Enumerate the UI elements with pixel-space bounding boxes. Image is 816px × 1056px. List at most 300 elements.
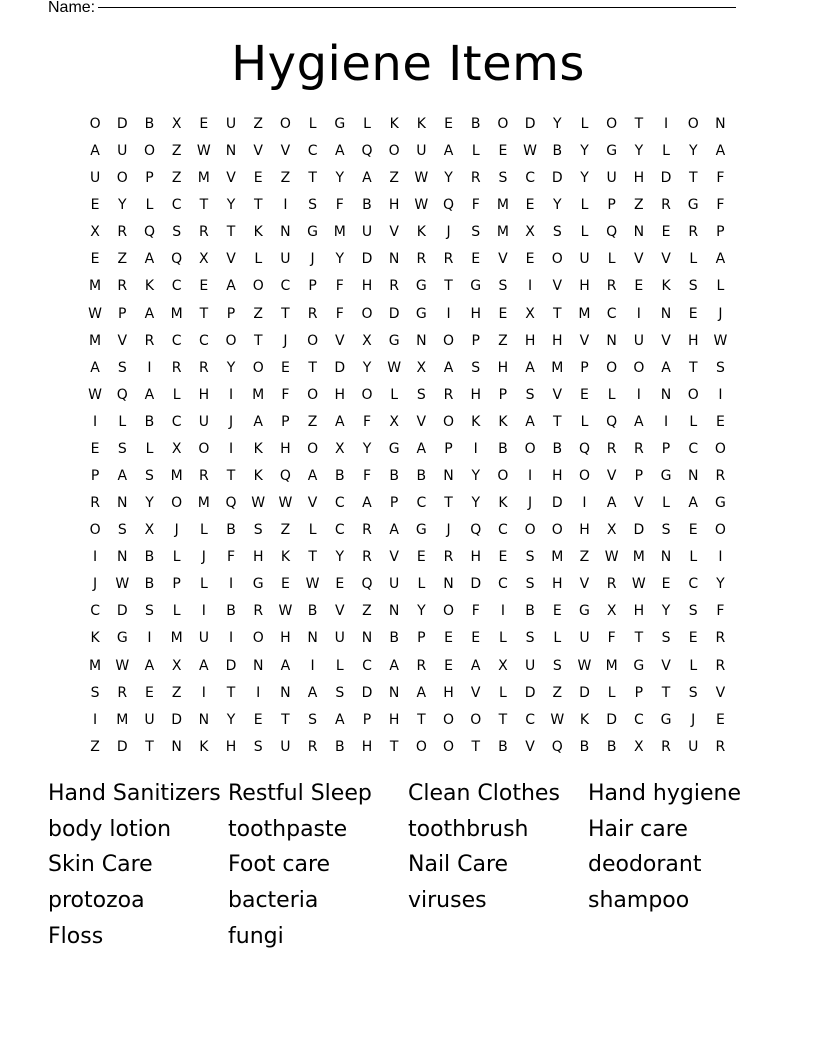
grid-letter: K <box>498 495 509 512</box>
grid-letter: A <box>226 278 237 295</box>
grid-letter: S <box>90 684 101 701</box>
word-list-item: viruses <box>408 888 487 914</box>
grid-letter: E <box>715 413 726 430</box>
grid-letter: J <box>93 576 99 593</box>
grid-letter: V <box>389 549 400 566</box>
grid-letter: O <box>714 440 727 457</box>
grid-letter: P <box>362 711 373 728</box>
grid-letter: R <box>416 251 428 268</box>
grid-letter: S <box>525 630 536 647</box>
grid-letter: O <box>497 116 510 132</box>
grid-letter: B <box>416 468 428 485</box>
grid-letter: L <box>662 143 671 160</box>
grid-letter: C <box>688 440 700 457</box>
grid-letter: M <box>89 332 103 349</box>
grid-letter: H <box>579 278 591 295</box>
grid-letter: V <box>661 251 672 268</box>
grid-letter: J <box>201 549 207 566</box>
grid-letter: L <box>308 116 318 132</box>
grid-letter: I <box>228 630 235 647</box>
grid-letter: F <box>335 197 345 214</box>
grid-letter: D <box>388 305 401 322</box>
grid-letter: T <box>226 684 237 701</box>
grid-letter: B <box>334 738 346 755</box>
grid-letter: D <box>524 684 537 701</box>
grid-letter: N <box>280 684 292 701</box>
grid-letter: Q <box>606 413 619 430</box>
grid-letter: T <box>281 305 291 322</box>
grid-letter: G <box>687 197 700 214</box>
grid-letter: T <box>308 170 318 187</box>
grid-letter: L <box>390 386 400 403</box>
grid-letter: P <box>661 440 672 457</box>
grid-letter: Z <box>117 251 129 268</box>
grid-letter: J <box>446 224 452 241</box>
grid-letter: X <box>606 522 618 539</box>
word-list-item: Hair care <box>588 816 688 842</box>
grid-letter: Z <box>171 684 183 701</box>
grid-letter: Y <box>226 711 237 728</box>
grid-letter: U <box>361 224 374 241</box>
grid-letter: L <box>553 630 563 647</box>
grid-letter: T <box>634 116 645 132</box>
grid-letter: O <box>443 603 456 620</box>
grid-letter: L <box>689 251 699 268</box>
grid-letter: I <box>663 116 670 132</box>
grid-letter: S <box>552 224 563 241</box>
grid-letter: T <box>688 359 699 376</box>
grid-letter: I <box>528 278 534 295</box>
grid-letter: R <box>661 738 672 755</box>
grid-letter: P <box>389 495 400 512</box>
grid-letter: D <box>524 116 537 132</box>
grid-letter: D <box>551 170 564 187</box>
grid-letter: N <box>416 332 428 349</box>
grid-letter: Q <box>361 143 374 160</box>
grid-letter: R <box>715 468 727 485</box>
grid-letter: Q <box>143 224 156 241</box>
grid-letter: Y <box>580 170 590 187</box>
grid-letter: Y <box>716 576 726 593</box>
grid-letter: H <box>552 468 564 485</box>
grid-letter: O <box>578 468 591 485</box>
grid-letter: M <box>252 386 266 403</box>
grid-letter: J <box>528 495 534 512</box>
grid-letter: R <box>307 305 319 322</box>
grid-letter: O <box>687 386 700 403</box>
grid-letter: G <box>714 495 727 512</box>
grid-letter: O <box>89 522 102 539</box>
grid-letter: R <box>389 278 401 295</box>
grid-letter: T <box>444 495 454 512</box>
grid-letter: B <box>362 197 373 214</box>
grid-letter: Y <box>362 359 373 376</box>
grid-letter: O <box>198 440 211 457</box>
grid-letter: I <box>228 386 235 403</box>
grid-letter: K <box>416 224 427 241</box>
grid-letter: T <box>308 359 318 376</box>
grid-letter: L <box>172 549 182 566</box>
word-list-item: body lotion <box>48 816 172 842</box>
grid-letter: G <box>633 657 646 674</box>
grid-letter: S <box>498 170 509 187</box>
grid-letter: A <box>470 657 482 674</box>
grid-letter: A <box>362 170 373 187</box>
grid-letter: S <box>471 359 482 376</box>
grid-letter: L <box>145 440 155 457</box>
grid-letter: B <box>525 603 536 620</box>
grid-letter: O <box>633 359 646 376</box>
grid-letter: H <box>280 440 292 457</box>
grid-letter: V <box>715 684 727 701</box>
grid-letter: X <box>525 305 536 322</box>
grid-letter: S <box>416 386 427 403</box>
grid-letter: I <box>582 495 588 512</box>
grid-letter: E <box>90 251 101 268</box>
grid-letter: H <box>252 549 265 566</box>
grid-letter: R <box>715 657 727 674</box>
grid-letter: B <box>552 143 564 160</box>
word-list-item: toothpaste <box>228 816 348 842</box>
word-list-item: protozoa <box>48 888 145 914</box>
grid-letter: O <box>551 251 564 268</box>
grid-letter: N <box>280 224 292 241</box>
grid-letter: I <box>446 305 452 322</box>
grid-letter: B <box>579 738 591 755</box>
grid-letter: Q <box>578 440 591 457</box>
grid-letter: B <box>144 576 156 593</box>
grid-letter: N <box>660 386 673 403</box>
grid-letter: E <box>634 278 645 295</box>
grid-letter: Q <box>551 738 564 755</box>
grid-letter: A <box>117 468 129 485</box>
grid-letter: G <box>415 278 428 295</box>
grid-letter: S <box>117 359 128 376</box>
grid-letter: H <box>470 386 482 403</box>
grid-letter: X <box>334 440 346 457</box>
grid-letter: G <box>388 332 401 349</box>
name-field[interactable] <box>48 0 736 18</box>
grid-letter: O <box>524 440 537 457</box>
grid-letter: R <box>90 495 101 512</box>
grid-letter: Y <box>661 603 672 620</box>
grid-letter: U <box>688 738 700 755</box>
grid-letter: M <box>578 305 592 322</box>
grid-letter: E <box>444 116 454 132</box>
grid-letter: I <box>663 413 670 430</box>
grid-letter: O <box>606 116 619 132</box>
grid-letter: V <box>470 684 482 701</box>
grid-letter: I <box>718 386 724 403</box>
grid-letter: X <box>389 413 400 430</box>
grid-letter: V <box>416 413 428 430</box>
grid-letter: B <box>226 522 237 539</box>
grid-letter: G <box>470 278 483 295</box>
grid-letter: P <box>417 630 427 647</box>
grid-letter: P <box>444 440 454 457</box>
grid-letter: E <box>471 630 482 647</box>
grid-letter: V <box>661 657 672 674</box>
grid-letter: T <box>253 197 264 214</box>
grid-letter: M <box>197 170 211 187</box>
grid-letter: L <box>145 197 155 214</box>
grid-letter: A <box>389 657 400 674</box>
grid-letter: M <box>496 224 510 241</box>
grid-letter: D <box>334 359 347 376</box>
grid-letter: T <box>226 224 237 241</box>
grid-letter: S <box>172 224 183 241</box>
grid-letter: J <box>283 332 289 349</box>
grid-letter: Q <box>225 495 238 512</box>
grid-letter: F <box>227 549 237 566</box>
grid-letter: S <box>661 522 672 539</box>
grid-letter: H <box>552 576 564 593</box>
grid-letter: L <box>580 413 590 430</box>
grid-letter: B <box>334 468 346 485</box>
grid-letter: J <box>310 251 316 268</box>
grid-letter: G <box>660 711 673 728</box>
grid-letter: E <box>90 197 101 214</box>
grid-letter: J <box>691 711 697 728</box>
grid-letter: L <box>716 278 726 295</box>
grid-letter: R <box>416 657 428 674</box>
grid-letter: E <box>253 711 264 728</box>
grid-letter: K <box>253 224 264 241</box>
grid-letter: O <box>143 143 156 160</box>
grid-letter: O <box>116 170 129 187</box>
grid-letter: Y <box>118 197 128 214</box>
grid-letter: L <box>607 684 617 701</box>
grid-letter: O <box>361 386 374 403</box>
grid-letter: F <box>716 603 726 620</box>
grid-letter: S <box>498 278 509 295</box>
grid-letter: W <box>278 603 294 620</box>
grid-letter: S <box>335 684 346 701</box>
grid-letter: L <box>662 495 671 512</box>
grid-letter: I <box>256 684 262 701</box>
grid-letter: O <box>307 440 320 457</box>
grid-letter: Q <box>470 522 483 539</box>
grid-letter: I <box>636 386 642 403</box>
grid-letter: K <box>199 738 210 755</box>
grid-letter: U <box>334 630 346 647</box>
grid-letter: B <box>226 603 237 620</box>
grid-letter: B <box>606 738 618 755</box>
grid-letter: K <box>280 549 291 566</box>
grid-letter: T <box>308 549 318 566</box>
grid-letter: N <box>443 468 455 485</box>
grid-letter: A <box>334 413 346 430</box>
grid-letter: D <box>361 684 374 701</box>
grid-letter: Z <box>280 170 292 187</box>
grid-letter: I <box>93 549 99 566</box>
grid-letter: K <box>498 413 509 430</box>
grid-letter: N <box>388 684 401 701</box>
grid-letter: T <box>688 170 699 187</box>
grid-letter: L <box>580 116 590 132</box>
grid-letter: H <box>470 305 482 322</box>
grid-letter: Y <box>444 170 454 187</box>
grid-letter: C <box>606 305 618 322</box>
grid-letter: U <box>117 143 129 160</box>
grid-letter: R <box>171 359 183 376</box>
grid-letter: V <box>117 332 129 349</box>
grid-letter: I <box>201 684 207 701</box>
grid-letter: W <box>88 305 104 322</box>
grid-letter: M <box>333 224 347 241</box>
grid-letter: L <box>172 386 182 403</box>
grid-letter: G <box>606 143 619 160</box>
grid-letter: O <box>714 522 727 539</box>
grid-letter: C <box>633 711 645 728</box>
grid-letter: P <box>607 197 617 214</box>
grid-letter: Y <box>335 170 346 187</box>
grid-letter: Q <box>443 197 456 214</box>
grid-letter: N <box>606 332 618 349</box>
grid-letter: W <box>115 657 131 674</box>
grid-letter: E <box>688 305 699 322</box>
grid-letter: Z <box>389 170 400 187</box>
grid-letter: D <box>606 711 619 728</box>
grid-letter: R <box>715 738 727 755</box>
grid-letter: A <box>715 251 727 268</box>
grid-letter: F <box>335 278 345 295</box>
grid-letter: A <box>144 386 156 403</box>
grid-letter: H <box>579 522 591 539</box>
grid-letter: Y <box>471 495 481 512</box>
grid-letter: M <box>89 278 103 295</box>
grid-letter: B <box>470 116 482 132</box>
grid-letter: E <box>90 440 101 457</box>
grid-letter: X <box>606 603 618 620</box>
grid-letter: E <box>552 603 563 620</box>
word-list-item: bacteria <box>228 888 319 914</box>
grid-letter: A <box>525 413 536 430</box>
word-list-item: Nail Care <box>408 852 509 878</box>
grid-letter: E <box>471 251 482 268</box>
grid-letter: R <box>715 630 727 647</box>
grid-letter: F <box>471 603 481 620</box>
grid-letter: R <box>307 738 319 755</box>
letter-grid <box>82 111 734 761</box>
grid-letter: S <box>308 711 319 728</box>
grid-letter: Z <box>552 684 564 701</box>
grid-letter: R <box>606 440 618 457</box>
grid-letter: C <box>171 197 183 214</box>
grid-letter: Z <box>90 738 101 755</box>
grid-letter: H <box>198 386 211 403</box>
grid-letter: Y <box>553 197 563 214</box>
grid-letter: D <box>171 711 184 728</box>
grid-letter: O <box>252 630 265 647</box>
grid-letter: N <box>388 251 401 268</box>
grid-letter: Z <box>171 143 183 160</box>
grid-letter: D <box>660 170 673 187</box>
grid-letter: E <box>444 657 454 674</box>
grid-letter: F <box>716 197 726 214</box>
grid-letter: R <box>606 278 618 295</box>
grid-letter: D <box>633 522 646 539</box>
grid-letter: Z <box>579 549 591 566</box>
grid-letter: B <box>498 440 509 457</box>
grid-letter: X <box>525 224 536 241</box>
grid-letter: R <box>198 359 210 376</box>
word-list-item: Hand Sanitizers <box>48 781 221 806</box>
grid-letter: D <box>361 251 374 268</box>
grid-letter: Y <box>362 440 373 457</box>
grid-letter: W <box>251 495 267 512</box>
grid-letter: O <box>307 386 320 403</box>
grid-letter: H <box>388 711 401 728</box>
grid-letter: D <box>116 603 129 620</box>
grid-letter: E <box>525 251 536 268</box>
grid-letter: E <box>715 711 726 728</box>
grid-letter: E <box>661 224 672 241</box>
grid-letter: C <box>90 603 101 620</box>
grid-letter: O <box>89 116 102 132</box>
grid-letter: I <box>718 549 724 566</box>
grid-letter: H <box>443 684 455 701</box>
grid-letter: T <box>444 278 454 295</box>
grid-letter: N <box>307 630 319 647</box>
grid-letter: T <box>199 305 210 322</box>
grid-letter: I <box>147 359 153 376</box>
grid-letter: S <box>688 278 699 295</box>
grid-letter: T <box>417 711 427 728</box>
grid-letter: U <box>524 657 537 674</box>
grid-letter: Y <box>688 143 699 160</box>
grid-letter: Y <box>226 197 237 214</box>
grid-letter: L <box>118 413 128 430</box>
grid-letter: T <box>661 684 672 701</box>
grid-letter: Y <box>580 143 590 160</box>
name-underline[interactable] <box>98 7 736 8</box>
grid-letter: C <box>171 413 183 430</box>
grid-letter: T <box>281 711 291 728</box>
grid-letter: M <box>170 468 184 485</box>
grid-letter: U <box>606 170 618 187</box>
grid-letter: M <box>605 657 619 674</box>
grid-letter: A <box>199 657 210 674</box>
grid-letter: C <box>171 332 183 349</box>
grid-letter: H <box>334 386 347 403</box>
grid-letter: E <box>199 116 210 132</box>
grid-letter: I <box>473 440 479 457</box>
grid-letter: Q <box>361 576 374 593</box>
grid-letter: E <box>280 576 291 593</box>
grid-letter: I <box>147 630 153 647</box>
name-label: Name: <box>48 0 96 16</box>
grid-letter: G <box>307 224 320 241</box>
grid-letter: C <box>280 278 292 295</box>
grid-letter: I <box>283 197 289 214</box>
grid-letter: F <box>362 413 372 430</box>
grid-letter: H <box>633 603 646 620</box>
grid-letter: A <box>362 495 373 512</box>
grid-letter: C <box>525 170 536 187</box>
grid-letter: I <box>500 603 506 620</box>
grid-letter: T <box>199 197 210 214</box>
grid-letter: H <box>497 359 510 376</box>
grid-letter: V <box>253 143 264 160</box>
grid-letter: I <box>310 657 316 674</box>
grid-letter: K <box>416 116 427 132</box>
grid-letter: Z <box>307 413 319 430</box>
grid-letter: T <box>634 630 645 647</box>
grid-letter: H <box>361 738 374 755</box>
grid-letter: T <box>253 332 264 349</box>
word-list <box>48 776 808 954</box>
